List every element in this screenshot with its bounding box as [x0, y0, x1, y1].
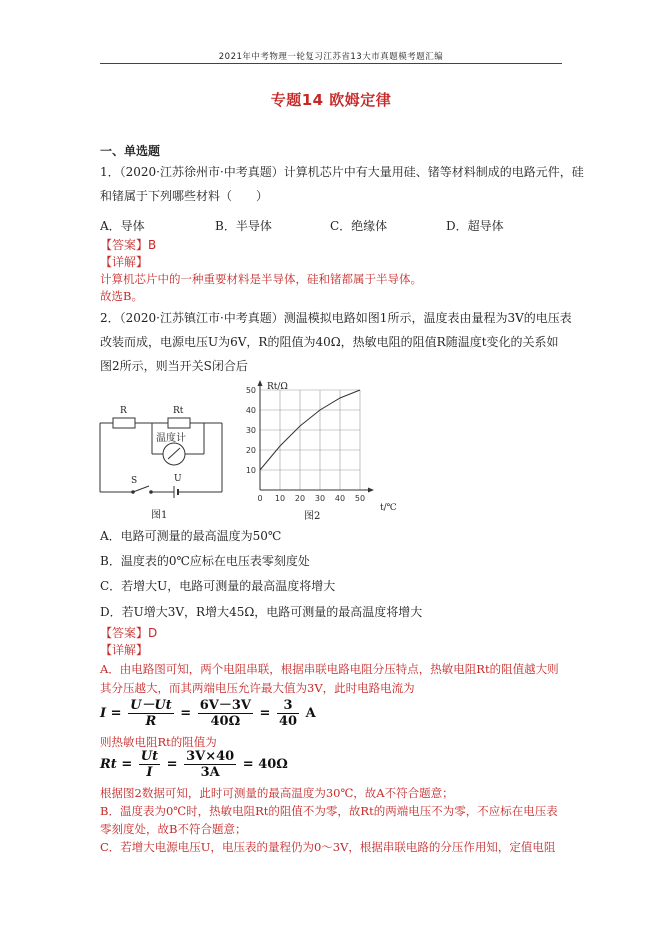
y-tick-label: 30	[245, 426, 256, 435]
fig1-caption: 图1	[151, 510, 168, 521]
q2-answer: 【答案】D	[100, 626, 158, 640]
formula-current-f2-num: 6V－3V	[199, 698, 251, 713]
page-title: 专题14 欧姆定律	[270, 91, 392, 109]
y-axis-label: Rt/Ω	[267, 382, 288, 392]
y-axis-arrow	[258, 380, 263, 386]
x-tick-label: 20	[294, 494, 306, 503]
q2-stem-line2: 改装而成，电源电压U为6V，R的阻值为40Ω，热敏电阻的阻值R随温度t变化的关系如	[100, 335, 559, 349]
label-u: U	[174, 474, 182, 484]
label-s: S	[131, 476, 138, 486]
formula-resistance-f2-den: 3A	[200, 765, 220, 780]
q2-detail-line1: A．由电路图可知，两个电阻串联，根据串联电路电阻分压特点，热敏电阻Rt的阻值越大则	[100, 662, 559, 676]
q2-detail-line4: 根据图2数据可知，此时可测量的最高温度为30℃，故A不符合题意；	[100, 786, 454, 800]
y-tick-label: 50	[245, 386, 256, 395]
q2-stem-line3: 图2所示，则当开关S闭合后	[100, 359, 248, 373]
label-rt: Rt	[173, 406, 184, 416]
q1-option-a: A．导体	[100, 219, 145, 233]
formula-resistance-f1-num: Ut	[140, 749, 159, 764]
switch-s	[133, 486, 149, 492]
q1-answer: 【答案】B	[100, 238, 157, 252]
formula-current-f3-den: 40	[278, 714, 298, 729]
q2-detail-line2: 其分压越大，而其两端电压允许最大值为3V，此时电路电流为	[100, 681, 415, 695]
q1-detail-line1: 计算机芯片中的一种重要材料是半导体，硅和锗都属于半导体。	[100, 272, 422, 286]
section-heading: 一、单选题	[100, 144, 161, 158]
page-header: 2021年中考物理一轮复习江苏省13大市真题模考题汇编	[218, 52, 444, 62]
q2-option-a: A．电路可测量的最高温度为50℃	[100, 529, 282, 543]
header-divider	[100, 63, 562, 64]
formula-resistance-f1-den: I	[146, 765, 153, 780]
meter-needle	[168, 448, 180, 459]
y-tick-label: 10	[245, 466, 256, 475]
q2-option-d: D．若U增大3V，R增大45Ω，电路可测量的最高温度将增大	[100, 605, 423, 619]
label-r: R	[120, 406, 127, 416]
x-axis-arrow	[368, 488, 374, 493]
q2-detail-line3: 则热敏电阻Rt的阻值为	[100, 735, 217, 749]
x-tick-label: 40	[334, 494, 346, 503]
x-tick-label: 50	[354, 494, 366, 503]
q2-detail-line5: B．温度表为0℃时，热敏电阻Rt的阻值不为零，故Rt的两端电压不为零，不应标在电压表	[100, 804, 558, 818]
rt-temperature-chart	[240, 380, 410, 520]
formula-current: I = $\frac{U-Ut}{R}$ = $\frac{6V-3V}{40\Omega}$ = $\frac{3}{40}$ A	[100, 698, 316, 729]
q1-option-c: C．绝缘体	[330, 219, 388, 233]
resistor-rt	[168, 418, 190, 428]
x-tick-label: 30	[314, 494, 326, 503]
fig2-caption: 图2	[304, 511, 321, 520]
x-tick-label: 0	[257, 494, 263, 503]
formula-resistance: Rt = $\frac{Ut}{I}$ = $\frac{3V\times 40}{3A}$ = 40Ω	[100, 749, 288, 780]
q1-option-b: B．半导体	[215, 219, 272, 233]
formula-current-f1-num: U－Ut	[130, 698, 172, 713]
formula-current-lhs: I	[100, 706, 107, 721]
formula-current-unit: A	[305, 706, 316, 721]
q2-stem-line1: 2．（2020·江苏镇江市·中考真题）测温模拟电路如图1所示，温度表由量程为3V的电压表	[100, 311, 572, 325]
x-tick-label: 10	[274, 494, 286, 503]
y-tick-label: 20	[245, 446, 256, 455]
q1-detail-line2: 故选B。	[100, 289, 143, 303]
x-axis-label: t/℃	[380, 503, 397, 513]
formula-resistance-lhs: Rt	[100, 757, 117, 772]
formula-current-f2-den: 40Ω	[210, 714, 241, 729]
label-meter: 温度计	[156, 433, 186, 444]
q2-option-b: B．温度表的0℃应标在电压表零刻度处	[100, 554, 310, 568]
q1-stem-line2: 和锗属于下列哪些材料（ ）	[100, 189, 269, 203]
q1-stem-line1: 1．（2020·江苏徐州市·中考真题）计算机芯片中有大量用硅、锗等材料制成的电路元件，硅	[100, 165, 584, 179]
formula-current-f3-num: 3	[277, 698, 299, 714]
resistor-r	[113, 418, 135, 428]
circuit-diagram	[98, 395, 228, 523]
formula-current-f1-den: R	[145, 714, 157, 729]
formula-resistance-result: 40Ω	[258, 757, 288, 772]
q1-detail-label: 【详解】	[100, 255, 149, 269]
q2-detail-label: 【详解】	[100, 643, 149, 657]
q2-detail-line6: 零刻度处，故B不符合题意；	[100, 822, 247, 836]
q2-detail-line7: C．若增大电源电压U，电压表的量程仍为0～3V，根据串联电路的分压作用知，定值电阻	[100, 840, 556, 854]
q2-option-c: C．若增大U，电路可测量的最高温度将增大	[100, 579, 336, 593]
formula-resistance-f2-num: 3V×40	[186, 749, 235, 764]
y-tick-label: 40	[245, 406, 256, 415]
q1-option-d: D．超导体	[446, 219, 504, 233]
